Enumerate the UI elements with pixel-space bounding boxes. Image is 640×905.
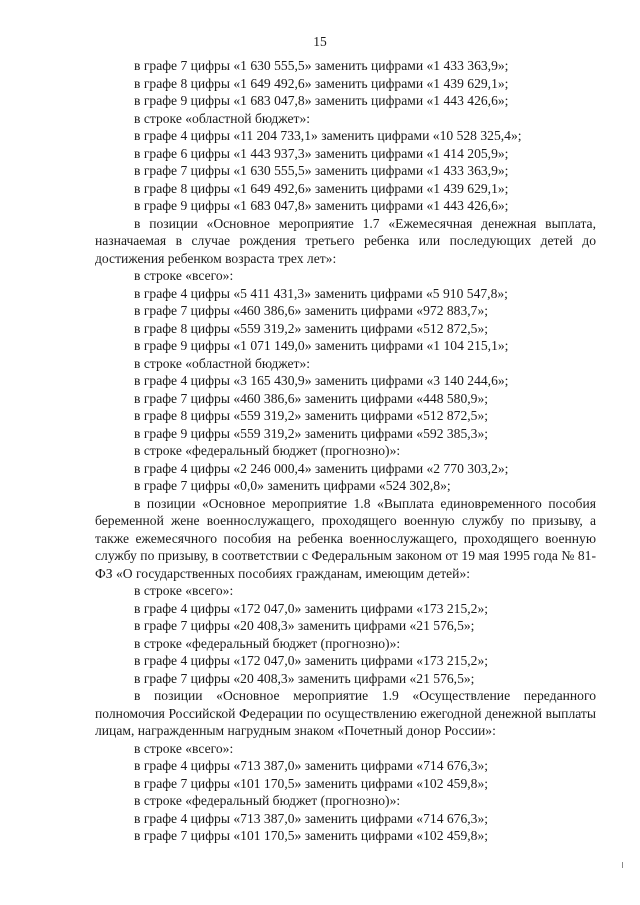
amendment-line: в графе 9 цифры «1 683 047,8» заменить цифрами «1 443 426,6»; <box>134 198 509 213</box>
amendment-line: в графе 9 цифры «1 683 047,8» заменить цифрами «1 443 426,6»; <box>134 93 509 108</box>
row-heading: в строке «областной бюджет»: <box>134 355 311 371</box>
amendment-line: в графе 7 цифры «20 408,3» заменить цифрами «21 576,5»; <box>134 618 475 633</box>
amendment-line: в графе 4 цифры «713 387,0» заменить цифрами «714 676,3»; <box>134 758 489 773</box>
amendment-block-d <box>95 740 596 845</box>
row-heading: в строке «федеральный бюджет (прогнозно)»: <box>134 443 401 458</box>
amendment-line: в графе 4 цифры «713 387,0» заменить цифрами «714 676,3»; <box>134 810 489 826</box>
amendment-line: в графе 7 цифры «460 386,6» заменить цифрами «448 580,9»; <box>134 390 489 406</box>
amendment-line: в графе 8 цифры «559 319,2» заменить цифрами «512 872,5»; <box>134 320 489 336</box>
amendment-line: в графе 7 цифры «1 630 555,5» заменить цифрами «1 433 363,9»; <box>134 58 509 73</box>
amendment-line: в графе 8 цифры «1 649 492,6» заменить цифрами «1 439 629,1»; <box>134 180 509 196</box>
amendment-block-a <box>95 57 596 215</box>
document-body <box>95 57 596 845</box>
row-heading: в строке «всего»: <box>134 268 234 283</box>
row-heading: в строке «федеральный бюджет (прогнозно)»: <box>134 793 401 808</box>
scan-mark <box>622 862 623 868</box>
amendment-line: в графе 4 цифры «3 165 430,9» заменить цифрами «3 140 244,6»; <box>134 373 509 388</box>
amendment-block-b <box>95 267 596 495</box>
row-heading: в строке «всего»: <box>134 583 234 598</box>
amendment-line: в графе 9 цифры «1 071 149,0» заменить цифрами «1 104 215,1»; <box>134 338 509 353</box>
amendment-line: в графе 8 цифры «1 649 492,6» заменить цифрами «1 439 629,1»; <box>134 75 509 91</box>
amendment-line: в графе 7 цифры «460 386,6» заменить цифрами «972 883,7»; <box>134 303 489 318</box>
amendment-line: в графе 7 цифры «1 630 555,5» заменить цифрами «1 433 363,9»; <box>134 163 509 178</box>
amendment-line: в графе 6 цифры «1 443 937,3» заменить цифрами «1 414 205,9»; <box>134 145 509 161</box>
amendment-line: в графе 7 цифры «20 408,3» заменить цифрами «21 576,5»; <box>134 670 475 686</box>
amendment-line: в графе 7 цифры «0,0» заменить цифрами «524 302,8»; <box>134 478 451 493</box>
amendment-line: в графе 4 цифры «172 047,0» заменить цифрами «173 215,2»; <box>134 600 489 616</box>
position-paragraph-1-9: в позиции «Основное мероприятие 1.9 «Осуществление переданного полномочия Российской Федерации по осуществлению ежегодной денежной выплаты лицам, награжденным нагрудным знаком «Почетный донор России»: <box>95 688 596 738</box>
amendment-block-c <box>95 582 596 687</box>
page-number: 15 <box>313 34 327 49</box>
row-heading: в строке «федеральный бюджет (прогнозно)»: <box>134 635 401 651</box>
amendment-line: в графе 9 цифры «559 319,2» заменить цифрами «592 385,3»; <box>134 425 489 441</box>
position-paragraph-1-7: в позиции «Основное мероприятие 1.7 «Ежемесячная денежная выплата, назначаемая в случае рождения третьего ребенка или последующих детей до достижения ребенком возраста трех лет»: <box>95 215 596 266</box>
amendment-line: в графе 8 цифры «559 319,2» заменить цифрами «512 872,5»; <box>134 408 489 423</box>
amendment-line: в графе 4 цифры «172 047,0» заменить цифрами «173 215,2»; <box>134 653 489 668</box>
position-paragraph-1-8: в позиции «Основное мероприятие 1.8 «Выплата единовременного пособия беременной жене военнослужащего, проходящего военную службу по призыву, а также ежемесячного пособия на ребенка военнослужащего, проходящего военную службу по призыву, в соответствии с Федеральным законом от 19 мая 1995 года № 81-ФЗ «О государственных пособиях гражданам, имеющим детей»: <box>95 495 596 581</box>
amendment-line: в графе 4 цифры «5 411 431,3» заменить цифрами «5 910 547,8»; <box>134 285 508 301</box>
row-heading: в строке «всего»: <box>134 740 234 756</box>
amendment-line: в графе 7 цифры «101 170,5» заменить цифрами «102 459,8»; <box>134 828 489 843</box>
row-heading: в строке «областной бюджет»: <box>134 110 311 126</box>
amendment-line: в графе 4 цифры «2 246 000,4» заменить цифрами «2 770 303,2»; <box>134 460 509 476</box>
amendment-line: в графе 7 цифры «101 170,5» заменить цифрами «102 459,8»; <box>134 775 489 791</box>
amendment-line: в графе 4 цифры «11 204 733,1» заменить цифрами «10 528 325,4»; <box>134 128 522 143</box>
